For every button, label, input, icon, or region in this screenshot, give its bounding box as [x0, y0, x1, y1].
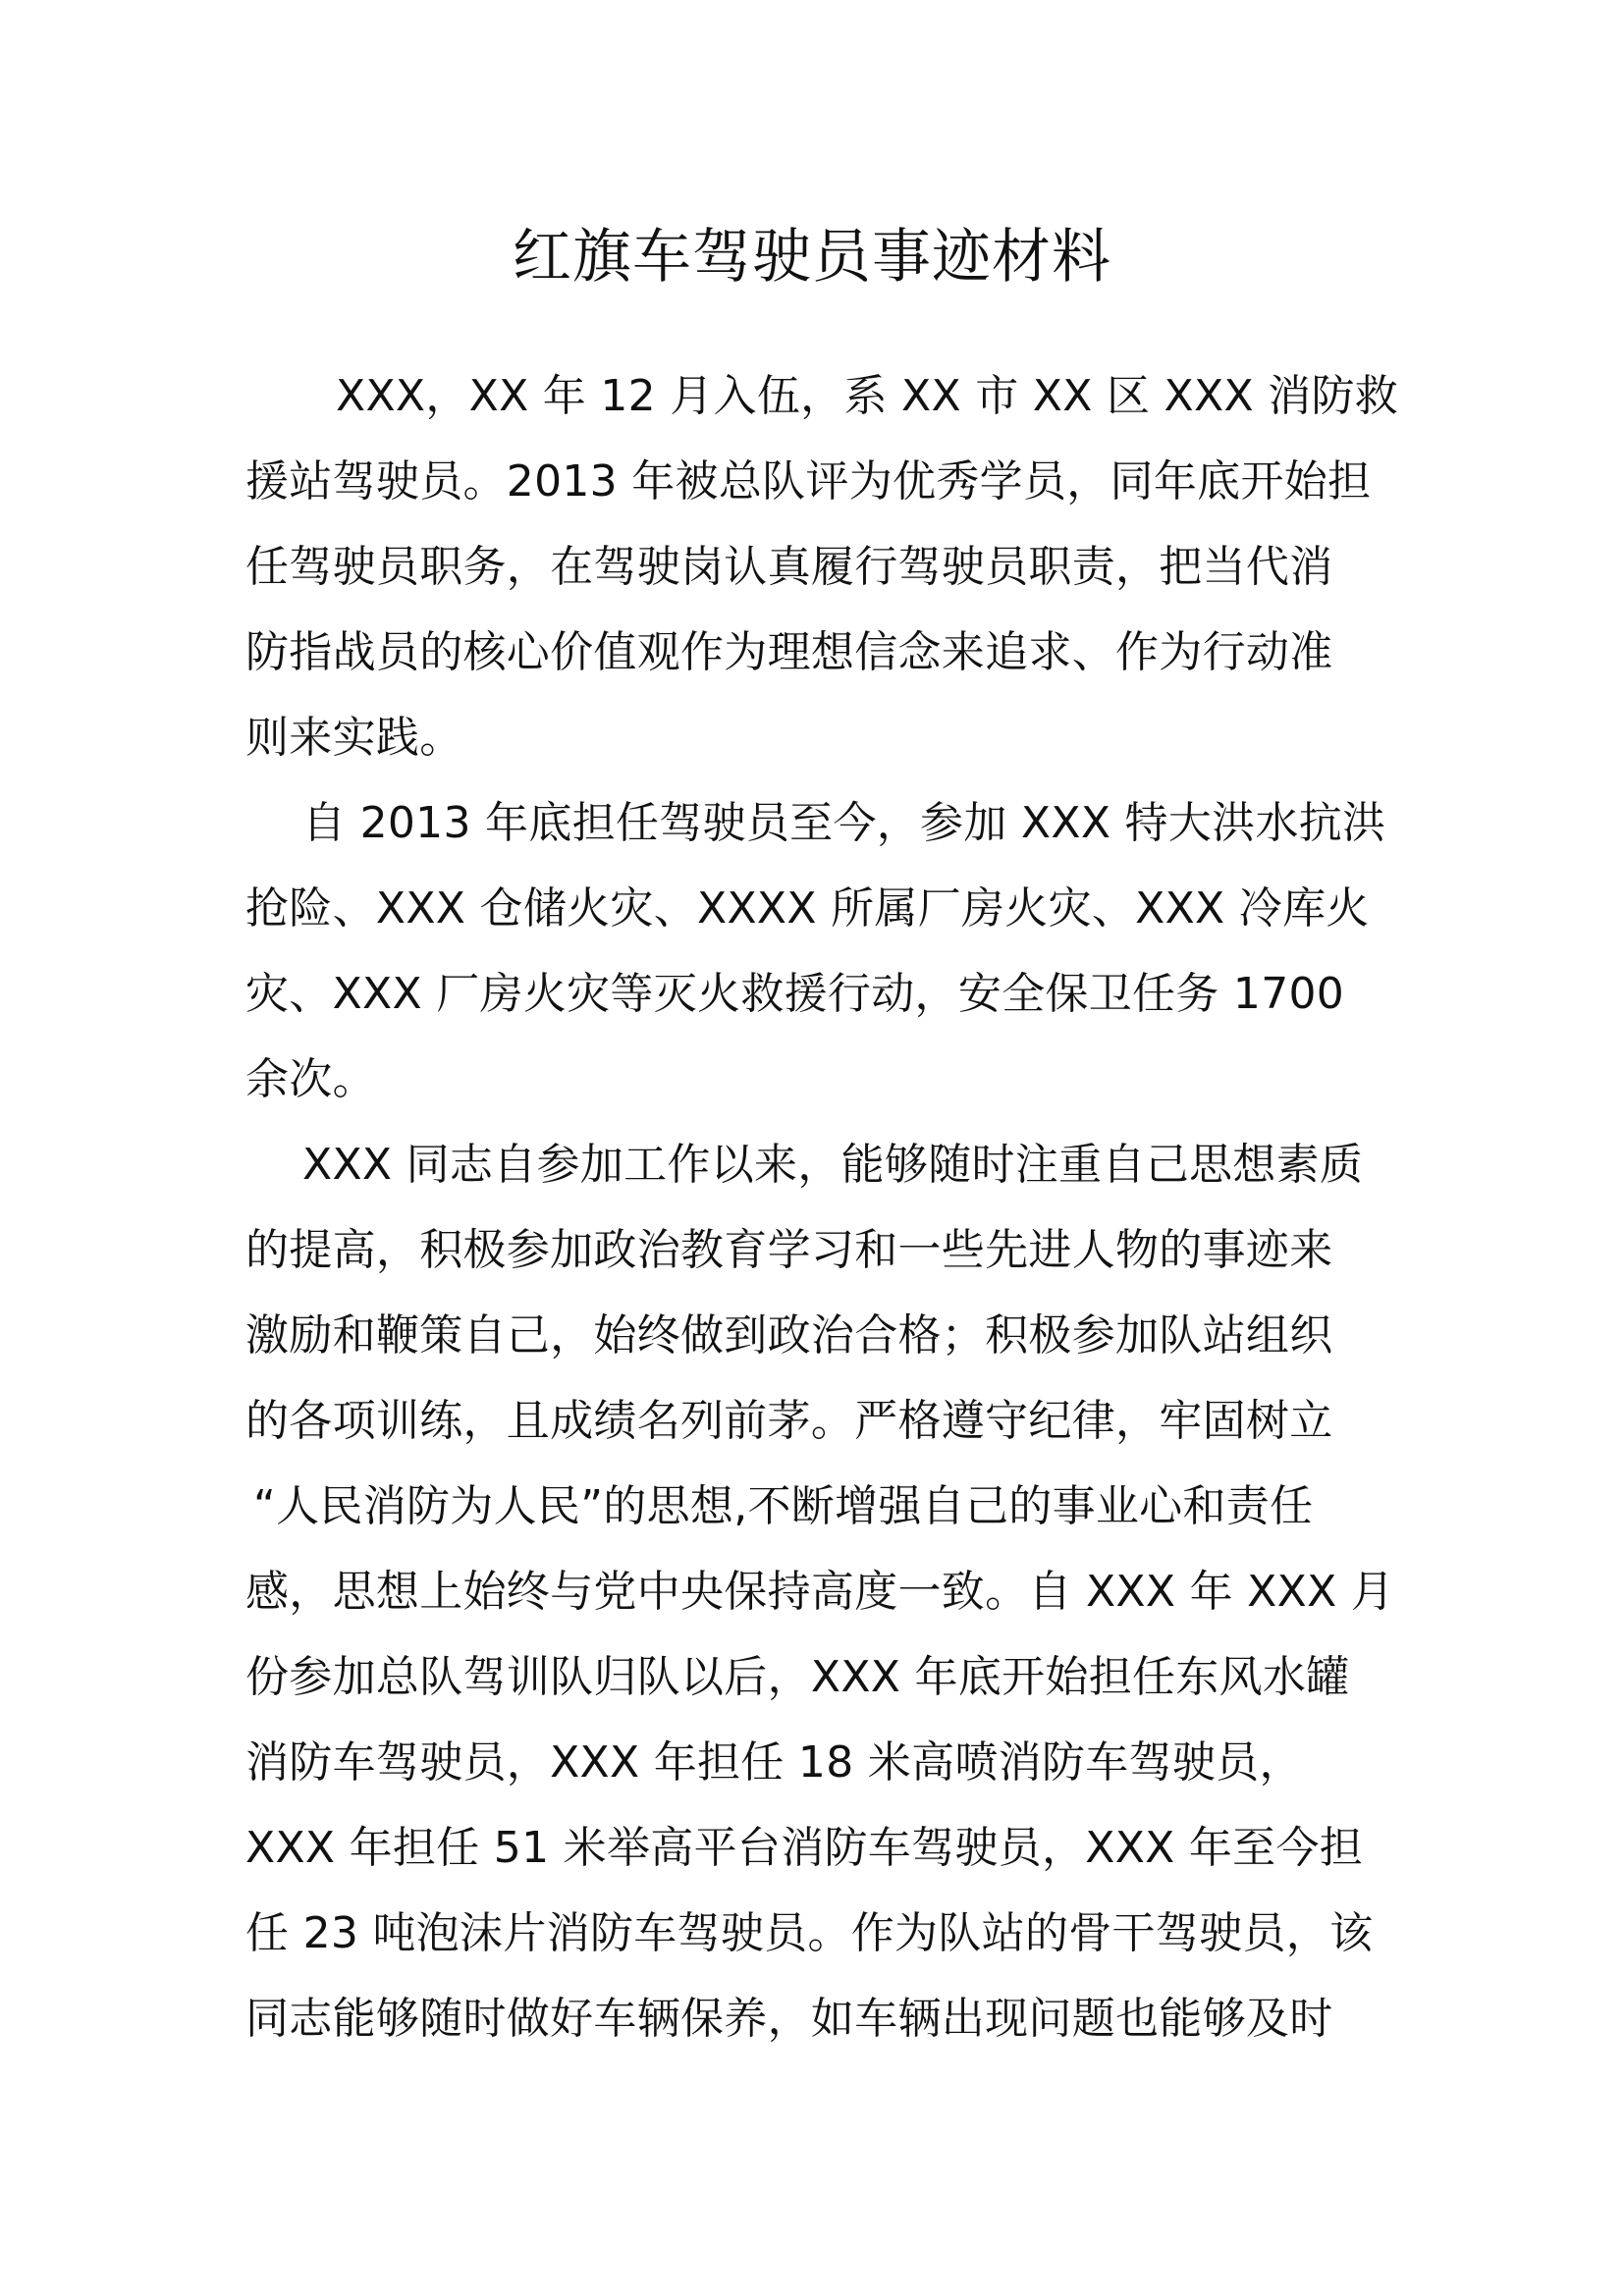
paragraph-2-line-1: 自 2013 年底担任驾驶员至今，参加 XXX 特大洪水抗洪	[302, 798, 1386, 848]
paragraph-2-line-3: 灾、XXX 厂房火灾等灭火救援行动，安全保卫任务 1700	[245, 969, 1345, 1019]
paragraph-1-line-4: 防指战员的核心价值观作为理想信念来追求、作为行动准	[245, 627, 1333, 677]
paragraph-3-line-8: 消防车驾驶员，XXX 年担任 18 米高喷消防车驾驶员，	[245, 1737, 1303, 1788]
paragraph-1-line-5: 则来实践。	[245, 713, 463, 763]
paragraph-3-line-1: XXX 同志自参加工作以来，能够随时注重自己思想素质	[302, 1140, 1364, 1190]
paragraph-3-line-5: “人民消防为人民”的思想,不断增强自己的事业心和责任	[253, 1481, 1314, 1531]
paragraph-2-line-2: 抢险、XXX 仓储火灾、XXXX 所属厂房火灾、XXX 冷库火	[245, 883, 1370, 934]
paragraph-3-line-2: 的提高，积极参加政治教育学习和一些先进人物的事迹来	[245, 1225, 1333, 1275]
paragraph-3-line-10: 任 23 吨泡沫片消防车驾驶员。作为队站的骨干驾驶员，该	[245, 1908, 1374, 1958]
paragraph-1-line-1: XXX，XX 年 12 月入伍，系 XX 市 XX 区 XXX 消防救	[336, 371, 1399, 421]
paragraph-3-line-6: 感，思想上始终与党中央保持高度一致。自 XXX 年 XXX 月	[245, 1567, 1395, 1617]
paragraph-3-line-11: 同志能够随时做好车辆保养，如车辆出现问题也能够及时	[245, 1994, 1333, 2044]
document-title: 红旗车驾驶员事迹材料	[513, 223, 1111, 292]
paragraph-3-line-7: 份参加总队驾训队归队以后，XXX 年底开始担任东风水罐	[245, 1652, 1350, 1702]
paragraph-3-line-4: 的各项训练，且成绩名列前茅。严格遵守纪律，牢固树立	[245, 1396, 1333, 1446]
paragraph-2-line-4: 余次。	[245, 1054, 376, 1104]
paragraph-1-line-2: 援站驾驶员。2013 年被总队评为优秀学员，同年底开始担	[245, 456, 1372, 507]
paragraph-1-line-3: 任驾驶员职务，在驾驶岗认真履行驾驶员职责，把当代消	[245, 542, 1333, 592]
paragraph-3-line-3: 激励和鞭策自己，始终做到政治合格；积极参加队站组织	[245, 1310, 1333, 1361]
paragraph-3-line-9: XXX 年担任 51 米举高平台消防车驾驶员，XXX 年至今担	[245, 1823, 1364, 1873]
document-body	[245, 353, 1404, 2061]
